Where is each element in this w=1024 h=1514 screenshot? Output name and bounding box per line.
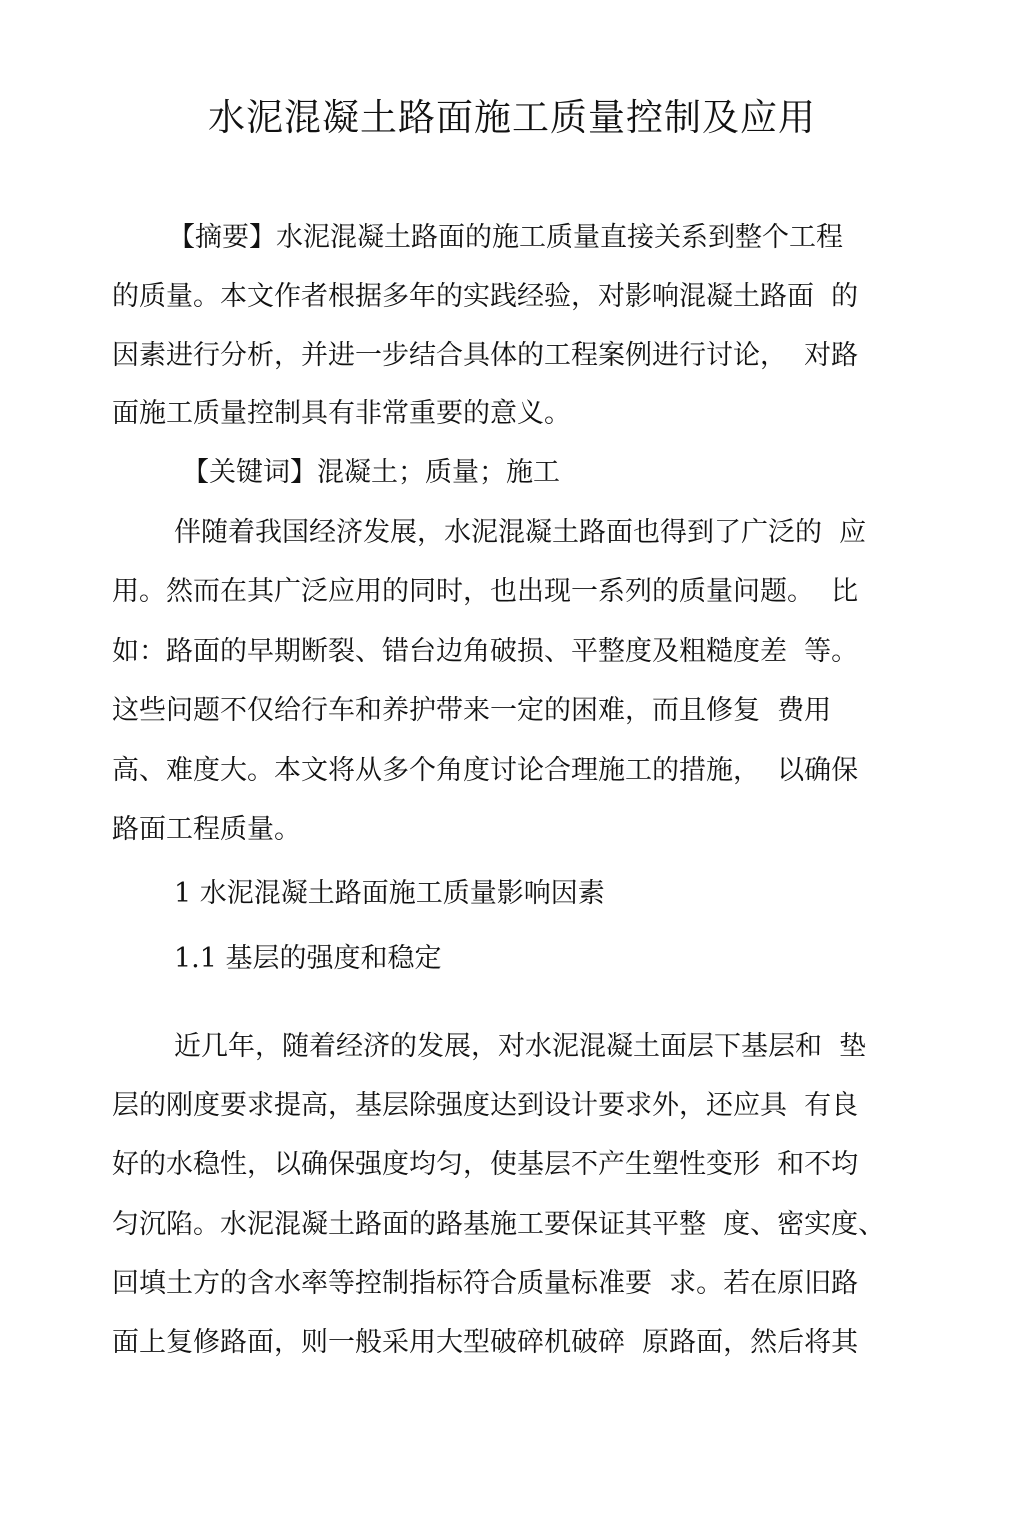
section-heading: 1 水泥混凝土路面施工质量影响因素 bbox=[174, 878, 605, 909]
text-line: 【摘要】水泥混凝土路面的施工质量直接关系到整个工程 bbox=[168, 222, 843, 253]
text-line: 高、难度大。本文将从多个角度讨论合理施工的措施， 以确保 bbox=[112, 755, 859, 786]
text-line: 匀沉陷。水泥混凝土路面的路基施工要保证其平整 度、密实度、 bbox=[112, 1209, 886, 1240]
text-line: 这些问题不仅给行车和养护带来一定的困难，而且修复 费用 bbox=[112, 695, 832, 726]
text-line: 面施工质量控制具有非常重要的意义。 bbox=[112, 398, 571, 429]
text-line: 好的水稳性，以确保强度均匀，使基层不产生塑性变形 和不均 bbox=[112, 1149, 859, 1180]
subsection-heading: 1.1 基层的强度和稳定 bbox=[174, 943, 442, 974]
text-line: 层的刚度要求提高，基层除强度达到设计要求外，还应具 有良 bbox=[112, 1090, 859, 1121]
text-line: 面上复修路面，则一般采用大型破碎机破碎 原路面，然后将其 bbox=[112, 1327, 859, 1358]
text-line: 近几年，随着经济的发展，对水泥混凝土面层下基层和 垫 bbox=[174, 1031, 867, 1062]
text-line: 因素进行分析，并进一步结合具体的工程案例进行讨论， 对路 bbox=[112, 340, 859, 371]
document-title: 水泥混凝土路面施工质量控制及应用 bbox=[208, 96, 816, 139]
text-line: 路面工程质量。 bbox=[112, 814, 301, 845]
text-line: 用。然而在其广泛应用的同时，也出现一系列的质量问题。 比 bbox=[112, 576, 859, 607]
text-line: 伴随着我国经济发展，水泥混凝土路面也得到了广泛的 应 bbox=[174, 517, 867, 548]
keywords-line: 【关键词】混凝土；质量；施工 bbox=[182, 457, 560, 488]
text-line: 回填土方的含水率等控制指标符合质量标准要 求。若在原旧路 bbox=[112, 1268, 859, 1299]
text-line: 的质量。本文作者根据多年的实践经验，对影响混凝土路面 的 bbox=[112, 281, 859, 312]
text-line: 如：路面的早期断裂、错台边角破损、平整度及粗糙度差 等。 bbox=[112, 636, 859, 667]
